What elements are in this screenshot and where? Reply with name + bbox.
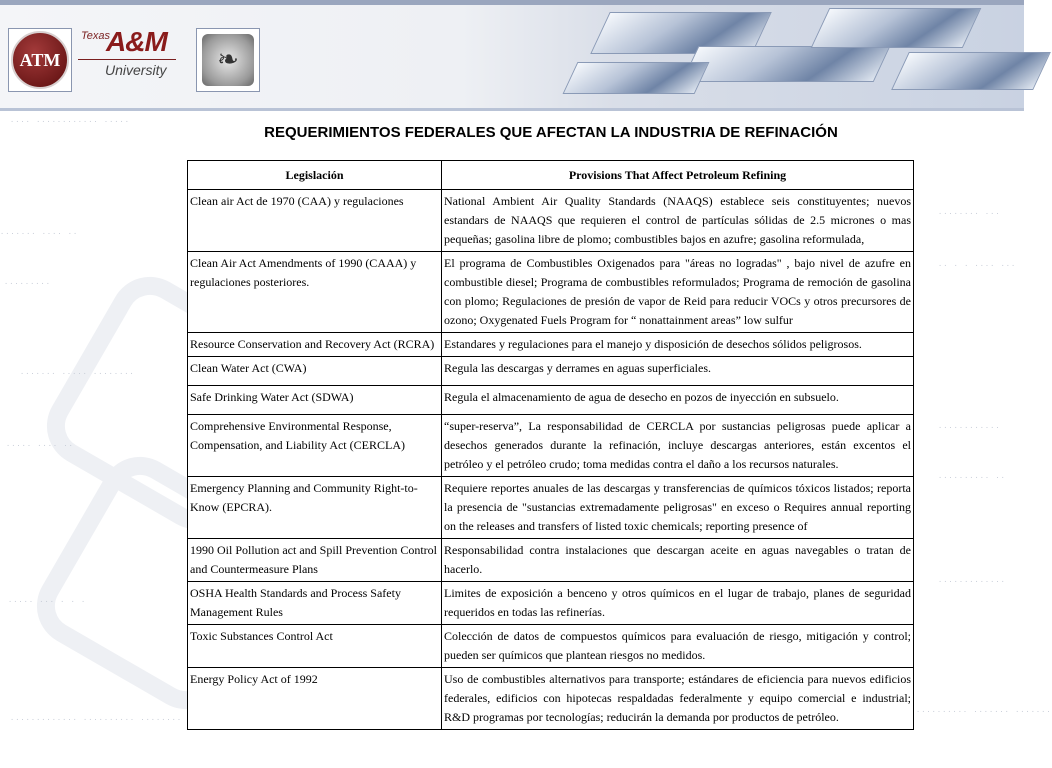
background-texture: .......... ....... ....... <box>916 706 1052 714</box>
legislation-cell: 1990 Oil Pollution act and Spill Prevention Control and Countermeasure Plans <box>188 539 442 582</box>
banner-metal-bar <box>811 8 982 48</box>
background-texture: ....... .... .. <box>0 228 79 236</box>
legislation-cell: Resource Conservation and Recovery Act (RCRA) <box>188 333 442 357</box>
provisions-text: National Ambient Air Quality Standards (NAAQS) establece seis constituyentes; nuevos estandars de NAAQS que requieren el control de partículas sólidas de 2.5 micrones o mas pequeñas; gasolina libre de plomo; combustibles bajos en azufre; gasolina reformulada, <box>444 194 911 246</box>
tamu-logo-mark: ATM <box>11 31 69 89</box>
legislation-cell: Clean Water Act (CWA) <box>188 357 442 386</box>
regulations-table <box>187 160 914 730</box>
table-row <box>188 668 914 730</box>
seal-logo <box>196 28 260 92</box>
column-header-legislation: Legislación <box>188 161 442 190</box>
eagle-seal-icon: ❧ <box>202 34 254 86</box>
provisions-cell: Colección de datos de compuestos químicos para evaluación de riesgo, mitigación y control; pueden ser químicos que plantean riesgos no medidos. <box>442 625 914 668</box>
table-header-row <box>188 161 914 190</box>
provisions-cell <box>442 252 914 333</box>
brand-am: A&M <box>106 26 167 57</box>
column-header-provisions: Provisions That Affect Petroleum Refining <box>442 161 914 190</box>
table-row <box>188 357 914 386</box>
provisions-cell: Regula el almacenamiento de agua de desecho en pozos de inyección en subsuelo. <box>442 386 914 415</box>
background-texture: ............ <box>938 422 1001 430</box>
provisions-cell: Uso de combustibles alternativos para transporte; estándares de eficiencia para nuevos edificios federales, edificios con hipotecas respaldadas federalmente y equipo comercial e industrial; R&D programas por tecnologías; reducirán la demanda por productos de petróleo. <box>442 668 914 730</box>
background-texture: ..... .... .. <box>6 440 74 448</box>
brand-divider <box>78 59 176 60</box>
background-texture: ............. <box>938 576 1006 584</box>
banner-metal-bar <box>682 46 891 82</box>
background-texture: ..... ... . . . <box>8 596 87 604</box>
provisions-cell: “super-reserva”, La responsabilidad de CERCLA por sustancias peligrosas puede aplicar a desechos generados durante la refinación, incluye descargas anteriores, están excentos el petróleo y el petróleo crudo; toma medidas contra el daño a los recursos naturales. <box>442 415 914 477</box>
provisions-text: El programa de Combustibles Oxigenados para "áreas no logradas" , bajo nivel de azufre en combustible diesel; Programa de combustibles reformulados; Programa de remoción de gasolina con plomo; Regulaciones de presión de vapor de Reid para reducir VOCs y otros precursores de ozono; Oxygenated Fuels Program for “ nonattainment areas” low sulfur <box>444 256 911 327</box>
page-title: REQUERIMIENTOS FEDERALES QUE AFECTAN LA INDUSTRIA DE REFINACIÓN <box>264 124 838 141</box>
background-texture: .. . . .... ... <box>938 260 1017 268</box>
legislation-cell: Clean Air Act Amendments of 1990 (CAAA) y regulaciones posteriores. <box>188 252 442 333</box>
legislation-cell: Comprehensive Environmental Response, Compensation, and Liability Act (CERCLA) <box>188 415 442 477</box>
table-row <box>188 252 914 333</box>
legislation-cell: Safe Drinking Water Act (SDWA) <box>188 386 442 415</box>
background-texture: ............. .......... ........ <box>10 714 183 722</box>
tamu-logo <box>8 28 72 92</box>
header-banner <box>0 0 1024 111</box>
provisions-cell: Regula las descargas y derrames en aguas superficiales. <box>442 357 914 386</box>
provisions-text: Requiere reportes anuales de las descargas y transferencias de químicos tóxicos listados; reporta la presencia de "sustancias extremadamente peligrosas" en exceso o Requires annual reporting on the releases and transfers of listed toxic chemicals; reporting presence of <box>444 481 911 533</box>
legislation-cell: Energy Policy Act of 1992 <box>188 668 442 730</box>
legislation-cell: OSHA Health Standards and Process Safety Management Rules <box>188 582 442 625</box>
banner-metal-bar <box>563 62 710 94</box>
banner-metal-bar <box>891 52 1051 90</box>
table-row <box>188 386 914 415</box>
provisions-cell <box>442 477 914 539</box>
brand-texas: Texas <box>81 30 110 42</box>
brand-university: University <box>105 62 167 78</box>
background-texture: ......... <box>4 278 51 286</box>
legislation-cell: Clean air Act de 1970 (CAA) y regulaciones <box>188 190 442 252</box>
background-texture: .... ............ ..... <box>10 116 130 124</box>
legislation-cell: Toxic Substances Control Act <box>188 625 442 668</box>
banner-top-line <box>0 0 1024 5</box>
background-texture: ....... ..... ........ <box>20 368 135 376</box>
provisions-cell: Estandares y regulaciones para el manejo y disposición de desechos sólidos peligrosos. <box>442 333 914 357</box>
provisions-cell <box>442 190 914 252</box>
provisions-cell: Limites de exposición a benceno y otros químicos en el lugar de trabajo, planes de seguridad requeridos en todas las refinerías. <box>442 582 914 625</box>
brand-wordmark <box>78 28 178 88</box>
table-row <box>188 582 914 625</box>
table-row <box>188 539 914 582</box>
background-texture: ........ ... <box>938 208 1001 216</box>
background-texture: .......... .. <box>938 472 1006 480</box>
table-row <box>188 333 914 357</box>
legislation-cell: Emergency Planning and Community Right-to-Know (EPCRA). <box>188 477 442 539</box>
table-row <box>188 625 914 668</box>
provisions-cell: Responsabilidad contra instalaciones que descargan aceite en aguas navegables o tratan de hacerlo. <box>442 539 914 582</box>
table-row <box>188 190 914 252</box>
table-row <box>188 415 914 477</box>
table-row <box>188 477 914 539</box>
